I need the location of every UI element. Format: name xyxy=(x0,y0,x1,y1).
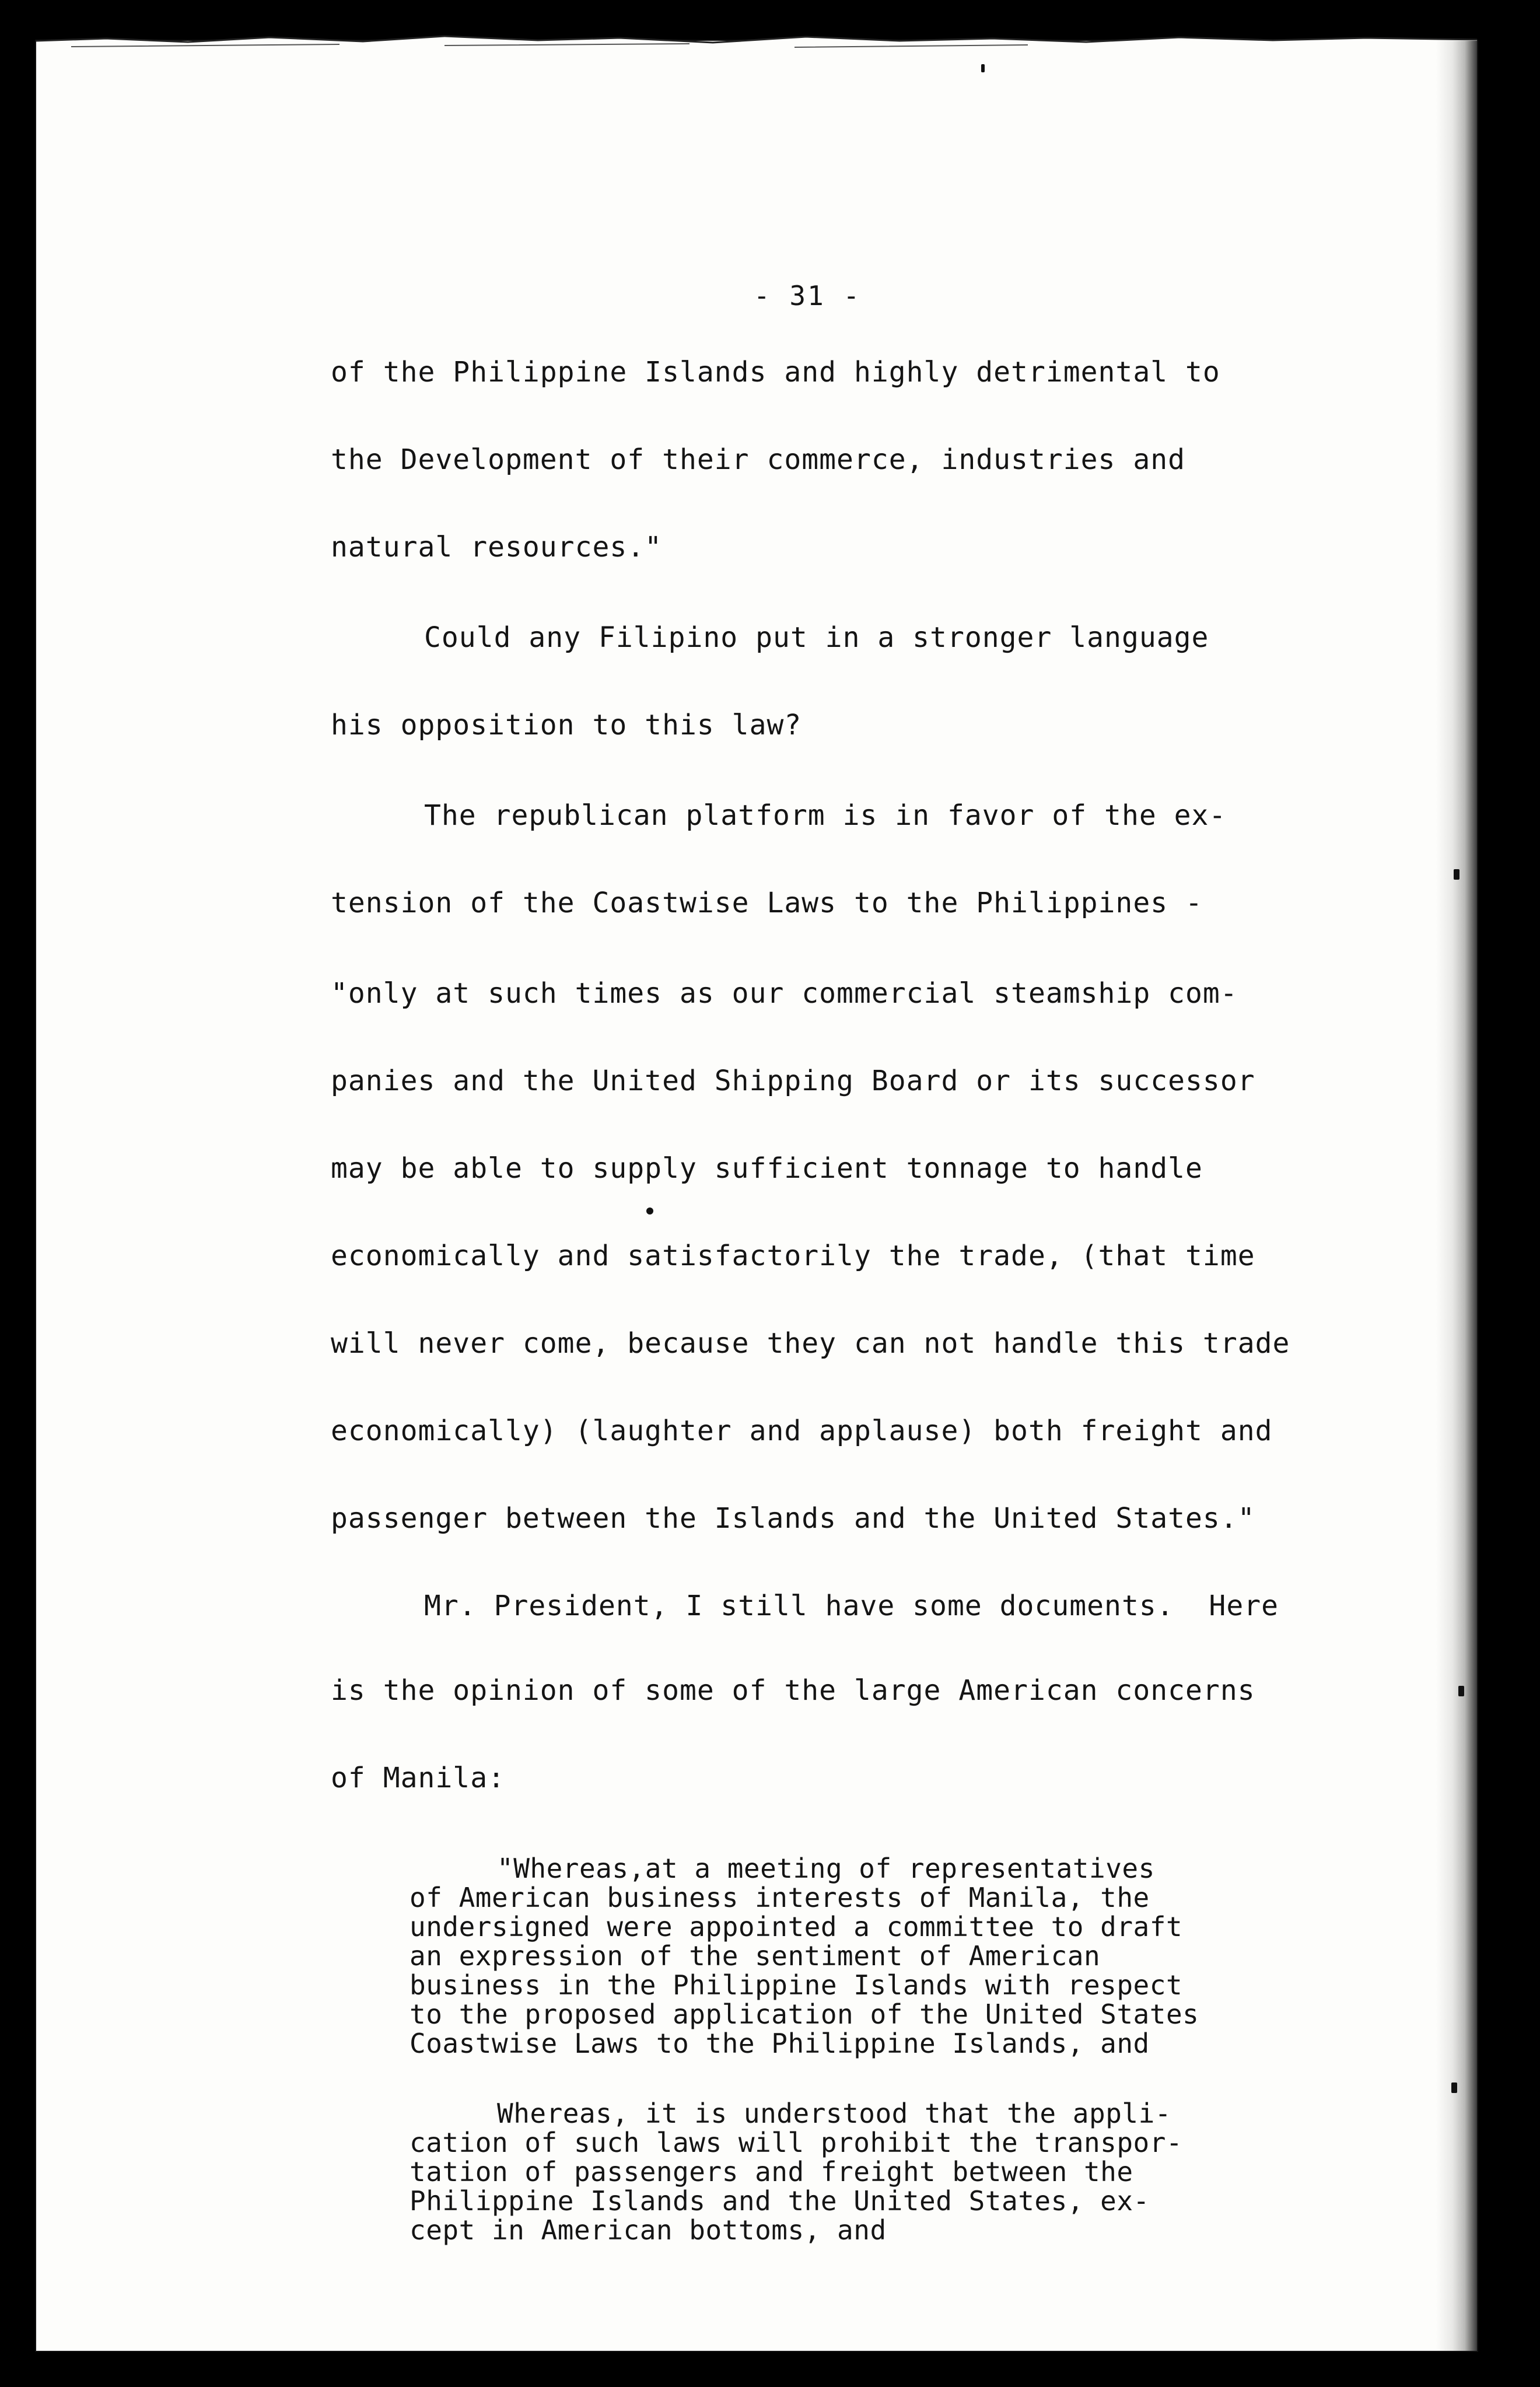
body-line: the Development of their commerce, industries and xyxy=(331,443,1186,476)
quote-line: Whereas, it is understood that the appli- xyxy=(497,2098,1171,2129)
body-line: of Manila: xyxy=(331,1762,505,1794)
quote-line: to the proposed application of the United States xyxy=(410,1999,1199,2030)
body-line: his opposition to this law? xyxy=(331,709,802,741)
body-line: The republican platform is in favor of the ex- xyxy=(424,799,1227,832)
ink-dot xyxy=(646,1208,653,1214)
quote-line: Coastwise Laws to the Philippine Islands, and xyxy=(410,2028,1150,2059)
body-line: is the opinion of some of the large American concerns xyxy=(331,1674,1255,1707)
body-line: panies and the United Shipping Board or its successor xyxy=(331,1065,1255,1097)
body-line: Mr. President, I still have some documents. Here xyxy=(424,1590,1279,1622)
quote-line: undersigned were appointed a committee to draft xyxy=(410,1911,1183,1943)
body-line: tension of the Coastwise Laws to the Philippines - xyxy=(331,887,1203,919)
quote-line: cation of such laws will prohibit the transpor- xyxy=(410,2127,1183,2158)
body-line: will never come, because they can not handle this trade xyxy=(331,1327,1290,1360)
body-line: economically and satisfactorily the trade, (that time xyxy=(331,1240,1255,1272)
quote-line: of American business interests of Manila, the xyxy=(410,1882,1150,1913)
scan-right-margin xyxy=(1436,41,1477,2351)
body-line: may be able to supply sufficient tonnage to handle xyxy=(331,1152,1203,1185)
body-line: "only at such times as our commercial steamship com- xyxy=(331,977,1238,1010)
quote-line: Philippine Islands and the United States, ex- xyxy=(410,2185,1150,2217)
document-page xyxy=(36,41,1477,2351)
quote-line: "Whereas,at a meeting of representatives xyxy=(497,1853,1155,1884)
body-line: economically) (laughter and applause) both freight and xyxy=(331,1415,1273,1447)
torn-top-edge xyxy=(36,21,1477,56)
quote-line: an expression of the sentiment of American xyxy=(410,1940,1101,1972)
body-line: Could any Filipino put in a stronger language xyxy=(424,621,1209,654)
quote-line: business in the Philippine Islands with respect xyxy=(410,1969,1183,2001)
ink-dot xyxy=(981,64,985,72)
body-line: of the Philippine Islands and highly detrimental to xyxy=(331,356,1220,388)
quote-line: cept in American bottoms, and xyxy=(410,2214,887,2246)
body-line: passenger between the Islands and the United States." xyxy=(331,1502,1255,1535)
page-number: - 31 - xyxy=(754,280,862,312)
body-line: natural resources." xyxy=(331,531,663,564)
quote-line: tation of passengers and freight between the xyxy=(410,2156,1133,2188)
